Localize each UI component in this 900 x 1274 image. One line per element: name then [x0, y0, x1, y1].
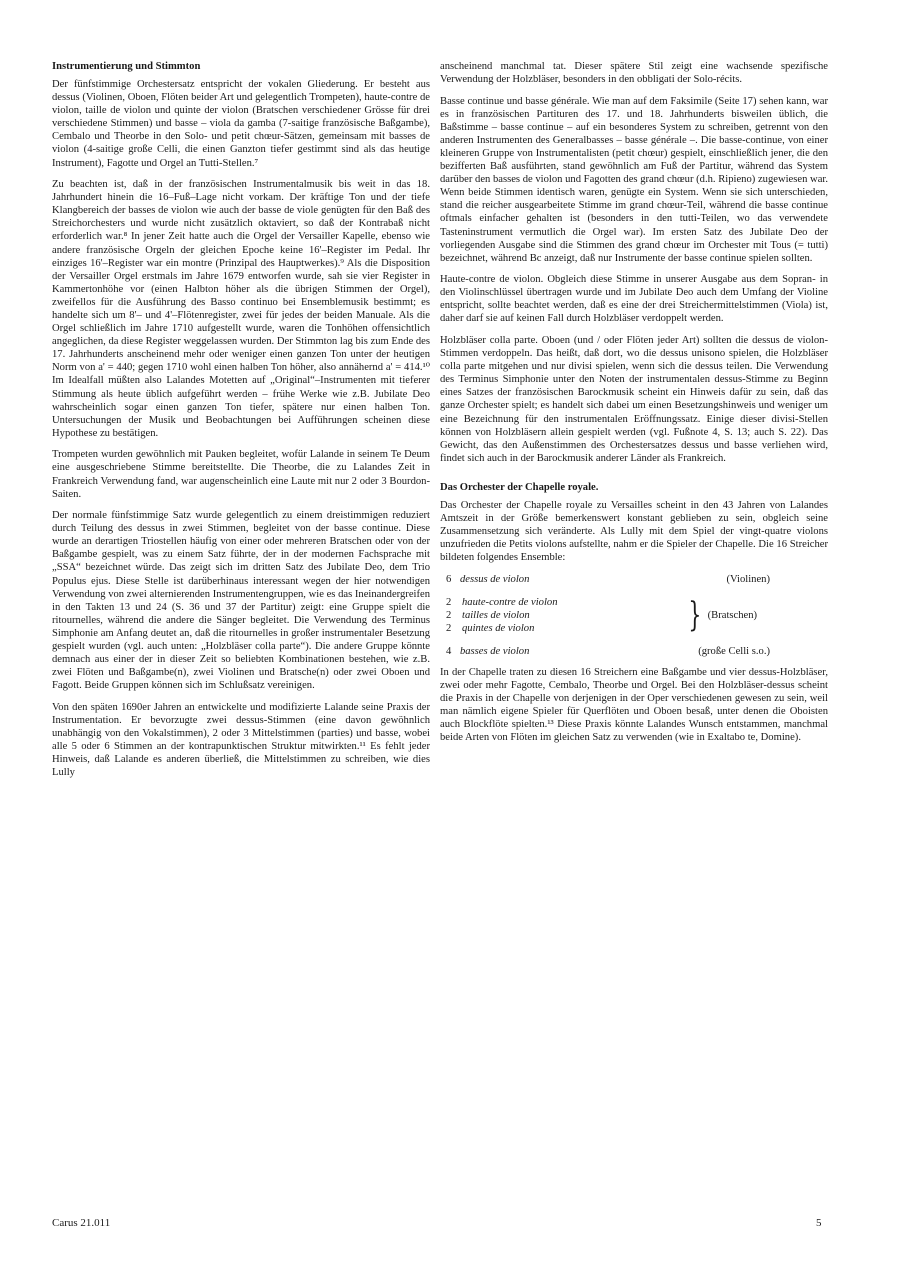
paragraph: Von den späten 1690er Jahren an entwickelte und modifizierte Lalande seine Praxis der Instrumentation. Er bevorzugte zwei dessus-Stimmen (eine davon gewöhnlich unabhängig von den Vokalstimmen), 2 oder 3 Mittelstimmen (parties) und basse, wobei alle 5 oder 6 Stimmen an der kontrapunktischen Struktur mitwirkten.¹¹ Es fehlt jeder Hinweis, daß Lalande es anderen überließ, die Mittelstimmen zu schreiben, wie dies Lully — [52, 701, 430, 779]
instrument-count: 2 — [446, 596, 452, 608]
section-heading-orchestra: Das Orchester der Chapelle royale. — [440, 481, 599, 493]
instrument-count: 2 — [446, 609, 452, 621]
right-column — [440, 60, 828, 753]
instrument-name: tailles de violon — [462, 609, 530, 621]
instrument-count: 6 — [446, 573, 452, 585]
instrument-row-violins — [440, 573, 770, 586]
instrument-count: 4 — [446, 645, 452, 657]
catalog-number: Carus 21.011 — [52, 1217, 111, 1229]
paragraph: Das Orchester der Chapelle royale zu Versailles scheint in den 43 Jahren von Lalandes Amtszeit in der Größe bemerkenswert konstant geblieben zu sein, obgleich seine Zusammensetzung sich veränderte. Als Lully mit dem Spiel der vingt-quatre violons unzufrieden die Petits violons aufstellte, nahm er die Spieler der Chapelle. Die 16 Streicher bildeten folgendes Ensemble: — [440, 499, 828, 564]
paragraph: anscheinend manchmal tat. Dieser spätere Stil zeigt eine wachsende spezifische Verwendung der Holzbläser, besonders in den obbligati der Solo-récits. — [440, 61, 828, 86]
instrument-label: (große Celli s.o.) — [698, 645, 770, 657]
instrument-group-violas — [440, 596, 828, 635]
instrument-label: (Violinen) — [726, 573, 770, 585]
instrument-label: (Bratschen) — [707, 609, 758, 621]
instrument-count: 2 — [446, 622, 452, 634]
instrument-row — [440, 622, 680, 635]
instrument-name: dessus de violon — [459, 573, 530, 585]
instrument-name: basses de violon — [459, 645, 530, 657]
left-column — [52, 60, 430, 788]
paragraph: Basse continue und basse générale. Wie man auf dem Faksimile (Seite 17) sehen kann, war es in französischen Partituren des 17. und 18. Jahrhunderts bisweilen üblich, die Baßstimme – basse continue – auf ein besonderes System zu schreiben, getrennt von den anderen Instrumenten des Generalbasses – basse générale –. Die basse-continue, von einer kleineren Gruppe von Instrumentalisten (petit chœur) gespielt, einschließlich jener, die den bezifferten Baß ausführten, stand gewöhnlich am Fuß der Partitur, während das System darüber den basses de violon und Fagotten des grand chœur (d.h. Ripieno) zugewiesen war. Wenn beide Stimmen identisch waren, genügte ein System. Wenn sie sich unterschieden, stand die reicher ausgearbeitete Stimme im grand chœur-Teil, während die basse continue oftmals einfacher gehalten ist (besonders in den tutti-Teilen, wo das verwendete Tasteninstrument vermutlich die Orgel war). Im ersten Satz des Jubilate Deo der vorliegenden Ausgabe sind die Stimmen des grand chœur im Orchester mit Tous (= tutti) bezeichnet, während Bc anzeigt, daß nur Instrumente der basse continue spielen sollten. — [440, 95, 828, 264]
instrument-row — [440, 596, 680, 609]
instrument-name: quintes de violon — [462, 622, 535, 634]
brace-icon: } — [688, 595, 702, 636]
instrument-row — [440, 609, 680, 622]
paragraph: In der Chapelle traten zu diesen 16 Streichern eine Baßgambe und vier dessus-Holzbläser, zwei oder mehr Fagotte, Cembalo, Theorbe und Orgel. Bei den Holzbläser-dessus scheint die Praxis in der Chapelle von derjenigen in der Oper verschiedenen gewesen zu sein, weil man nämlich eigene Spieler für Querflöten und Oboen besaß, unter denen die Oboisten auch Blockflöte spielten.¹³ Diese Praxis könnte Lalandes Wunsch entstammen, manchmal beide Arten von Flöten im gleichen Satz zu verwenden (wie in Exaltabo te, Domine). — [440, 666, 828, 744]
paragraph: Haute-contre de violon. Obgleich diese Stimme in unserer Ausgabe aus dem Sopran- in den Violinschlüssel übertragen wurde und im Jubilate Deo auch dem Umfang der Violine entspricht, sollte beachtet werden, daß es eine der drei Streichermittelstimmen (Viola) ist, daher darf sie auf keinen Fall durch Holzbläser verdoppelt werden. — [440, 274, 828, 325]
string-ensemble-list — [440, 573, 828, 658]
paragraph: Zu beachten ist, daß in der französischen Instrumentalmusik bis weit in das 18. Jahrhundert hinein die 16–Fuß–Lage nicht vorkam. Der kräftige Ton und der tiefe Klangbereich der basses de violon wie auch der basse de viole genügten für den Baß des Streichorchesters und wurde nicht zusätzlich oktaviert, so daß der Kontrabaß nicht erforderlich war.⁸ In jener Zeit hatte auch die Orgel der Versailler Kapelle, ebenso wie andere französische Orgeln der gleichen Epoche keine 16'–Register im Pedal. Ihr einziges 16'–Register war ein montre (Prinzipal des Hauptwerkes).⁹ Als die Disposition der Versailler Orgel erstmals im Jahre 1679 entworfen wurde, sah sie vier Register in Kammertonhöhe vor (einen Halbton höher als die übrigen Stimmen der Orgel), zweifellos für die Ausführung des Basso continuo bei Ensemblemusik bestimmt; es handelte sich um 8'– und 4'–Flötenregister, zwei für jedes der beiden Manuale. Als die Orgel schließlich im Jahre 1710 aufgestellt wurde, waren die Tonhöhen offensichtlich angeglichen, da diese Register weggelassen wurden. Der Stimmton lag bis zum Ende des 17. Jahrhunderts anscheinend mehr oder weniger einen ganzen Ton unter der heutigen Norm von a' = 440; gegen 1710 wohl einen halben Ton höher, also annähernd a' = 414.¹⁰ Im Idealfall müßten also Lalandes Motetten auf „Original“–Instrumenten mit tieferer Stimmung als heute üblich aufgeführt werden – frühe Werke wie z.B. Jubilate Deo wahrscheinlich sogar einen ganzen Ton tiefer, spätere nur einen halben Ton. Untersuchungen der Musik und Beobachtungen bei Aufführungen scheinen diese Hypothese zu bestätigen. — [52, 179, 430, 439]
paragraph: Der normale fünfstimmige Satz wurde gelegentlich zu einem dreistimmigen reduziert durch Teilung des dessus in zwei Stimmen, begleitet von der basse continue. Diese wurde an derartigen Triostellen häufig von einer oder mehreren Bratschen oder von der Baßgambe gespielt, was zu einem Satz führte, der in der modernen Fachsprache mit „SSA“ bezeichnet würde. Das zeigt sich im dritten Satz des Jubilate Deo, dem Trio Populus ejus. Diese Stelle ist darüberhinaus interessant wegen der hier notwendigen Verwendung von zwei alternierenden Instrumentengruppen, wie es das Ineinandergreifen in den Takten 13 und 24 (S. 36 und 37 der Partitur) zeigt: eine Gruppe spielt die ritournelles, während die andere die Sänger begleitet. Die Verwendung des Terminus Simphonie am Anfang deutet an, daß die ritournelles in großer instrumentaler Besetzung gespielt wurden (vgl. auch unten: „Holzbläser colla parte“). Die andere Gruppe könnte demnach aus einer der in dieser Zeit so beliebten Kombinationen bestehen, wie z.B. zwei Flöten und Baßgambe(n), zwei Violinen und Bratsche(n) oder zwei Oboen und Fagott. Beide Gruppen können sich im Schlußsatz vereinigen. — [52, 510, 430, 692]
paragraph: Trompeten wurden gewöhnlich mit Pauken begleitet, wofür Lalande in seinem Te Deum eine ausgeschriebene Stimme bereitstellte. Die Theorbe, die zu Lalandes Zeit in Frankreich Verwendung fand, war augenscheinlich eine Laute mit nur 2 oder 3 Bourdon-Saiten. — [52, 449, 430, 500]
instrument-name: haute-contre de violon — [462, 596, 558, 608]
paragraph: Holzbläser colla parte. Oboen (und / oder Flöten jeder Art) sollten die dessus de violon-Stimmen verdoppeln. Das heißt, daß dort, wo die dessus unisono spielen, die Holzbläser colla parte mitgehen und nur divisi spielen, wenn sich die dessus teilen. Die Verwendung des Terminus Simphonie unter den Noten der instrumentalen dessus-Stimme zu Beginn eines Satzes der französischen Barockmusik scheint ein Hinweis dafür zu sein, daß das ganze Orchester spielt; es handelt sich dabei um einen Besetzungshinweis und weniger um eine Bezeichnung für den instrumentalen Eröffnungssatz. Einige dieser divisi-Stellen können von Holzbläsern allein gespielt werden (vgl. Fußnote 4, S. 13; auch S. 22). Das Gewicht, das den Außenstimmen des Orchestersatzes dessus und basse verliehen wird, findet sich auch in der Barockmusik anderer Länder als Frankreich. — [440, 334, 828, 464]
paragraph: Der fünfstimmige Orchestersatz entspricht der vokalen Gliederung. Er besteht aus dessus (Violinen, Oboen, Flöten beider Art und gelegentlich Trompeten), haute-contre de violon, taille de violon und quinte der violon (Bratschen verschiedener Grösse für drei verschiedene Stimmen) und basse – viola da gamba (7-saitige französische Baßgambe), Cembalo und Theorbe in den Solo- und petit chœur-Sätzen, gemeinsam mit basses de violon (4-saitige große Celli, die einen Ganzton tiefer gestimmt sind als das heutige Instrument), Fagotte und Orgel an Tutti-Stellen.⁷ — [52, 79, 430, 169]
section-heading-instrumentation: Instrumentierung und Stimmton — [52, 61, 201, 72]
instrument-row-cellos — [440, 645, 770, 658]
page-number: 5 — [816, 1217, 822, 1229]
